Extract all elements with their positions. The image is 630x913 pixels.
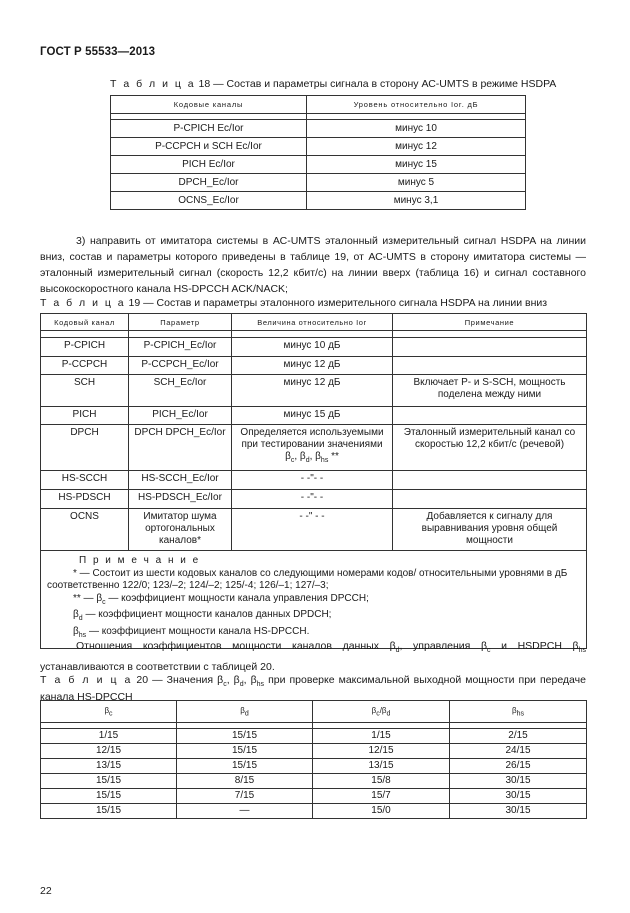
table19-cell: SCH_Ec/Ior (129, 375, 232, 407)
table19-cell: P-CPICH (41, 338, 129, 357)
page-number: 22 (40, 885, 52, 897)
table20-cell: — (177, 804, 313, 819)
table18-cell: минус 3,1 (307, 192, 526, 210)
table19-caption-word: Т а б л и ц а (40, 297, 126, 309)
beta-hs-symbol: $\beta_{hs}$ (315, 451, 329, 464)
table19-cell: Добавляется к сигналу для выравнивания уровня общей мощности (393, 509, 587, 551)
table19-cell: SCH (41, 375, 129, 407)
table19-cell: минус 10 дБ (232, 338, 393, 357)
table19-dpch-value-text: Определяется используемыми при тестировании значениями (240, 427, 384, 450)
table-row (41, 338, 587, 357)
table19-cell: P-CCPCH (41, 357, 129, 375)
table20-header-bhs: $\beta_{hs}$ (450, 701, 587, 723)
table19-note-row (41, 551, 587, 649)
table18-cell: P-CCPCH и SCH Ec/Ior (111, 138, 307, 156)
table19-cell: P-CCPCH_Ec/Ior (129, 357, 232, 375)
table20-cell: 30/15 (450, 804, 587, 819)
table19-cell: HS-SCCH (41, 471, 129, 490)
table19-cell (393, 338, 587, 357)
table20-cell: 15/0 (313, 804, 450, 819)
para2-text-d: устанавливаются в соответствии с таблицей 20. (40, 661, 275, 674)
table19-header-channel: Кодовый канал (41, 314, 129, 331)
table-row (41, 509, 587, 551)
table20-caption-word: Т а б л и ц а (40, 674, 133, 686)
table19-cell: - -" - - (232, 509, 393, 551)
table-row (41, 729, 587, 744)
paragraph-step-3: 3) направить от имитатора системы в АС-UMTS эталонный измерительный сигнал HSDPA на линии вниз, состав и параметры которого приведены в таблице 19, от АС-UMTS в сторону имитатора системы — эталонный измерительный сигнал (скорость 12,2 кбит/с) на линии вверх (таблица 16) и сигнал составного высокоскоростного канала HS-DPCCH ACK/NACK; (40, 235, 586, 295)
table18-cell: минус 15 (307, 156, 526, 174)
table20-cell: 15/15 (41, 774, 177, 789)
table20-caption-a: 20 — Значения (136, 674, 214, 686)
table20-cell: 1/15 (313, 729, 450, 744)
note-beta-hs: $\beta_{hs}$ — коэффициент мощности канала HS-DPCCH. (73, 625, 310, 639)
table-row (41, 744, 587, 759)
paragraph-coefficients: Отношения коэффициентов мощности каналов данных $\beta_d$, управления $\beta_c$ и HSDPCH $\beta_{hs}$ устанавливаются в соответствии с таблицей 20. (40, 640, 586, 674)
para2-text-b: , управления (399, 640, 471, 652)
table19-cell: DPCH (41, 425, 129, 471)
table-row (41, 774, 587, 789)
table19-cell: - -"- - (232, 490, 393, 509)
note-title: П р и м е ч а н и е (79, 555, 201, 566)
table19-cell: DPCH DPCH_Ec/Ior (129, 425, 232, 471)
table18-cell: минус 12 (307, 138, 526, 156)
table20-header-bc: $\beta_c$ (41, 701, 177, 723)
table20-caption-b: при проверке максимальной выходной мощности при передаче канала HS-DPCCH (40, 674, 586, 704)
table20-cell: 15/8 (313, 774, 450, 789)
table20-cell: 30/15 (450, 774, 587, 789)
table20-header-bc-bd: $\beta_c/\beta_d$ (313, 701, 450, 723)
table18-caption (110, 78, 556, 90)
table19-note (41, 551, 587, 649)
table20-cell: 7/15 (177, 789, 313, 804)
table19-cell: OCNS (41, 509, 129, 551)
table20 (40, 700, 587, 819)
table19-cell: HS-SCCH_Ec/Ior (129, 471, 232, 490)
note-star: * — Состоит из шести кодовых каналов со следующими номерами кодов/ относительными уровнями в дБ соответственно 122/0; 123/–2; 124/–2; 125/-4; 126/–1; 127/–3; (47, 567, 568, 591)
table-row (111, 174, 526, 192)
table-row (41, 804, 587, 819)
table19-cell (393, 357, 587, 375)
double-asterisk: ** (331, 451, 339, 462)
table-row (41, 357, 587, 375)
note-bd-text: — коэффициент мощности каналов данных DPDCH; (85, 609, 332, 620)
table20-cell: 8/15 (177, 774, 313, 789)
table20-cell: 26/15 (450, 759, 587, 774)
table18-header-channels: Кодовые каналы (111, 96, 307, 114)
table-row (41, 471, 587, 490)
table20-cell: 15/15 (177, 729, 313, 744)
table19-caption-text: 19 — Состав и параметры эталонного измерительного сигнала HSDPA на линии вниз (128, 297, 548, 309)
table19-caption (40, 297, 600, 309)
table-row (41, 375, 587, 407)
table19-cell: HS-PDSCH_Ec/Ior (129, 490, 232, 509)
document-header: ГОСТ Р 55533—2013 (40, 46, 156, 58)
table18-cell: OCNS_Ec/Ior (111, 192, 307, 210)
table18-header-level: Уровень относительно Ior. дБ (307, 96, 526, 114)
table18-cell: P-CPICH Ec/Ior (111, 120, 307, 138)
table19-cell: P-CPICH_Ec/Ior (129, 338, 232, 357)
table20-cell: 12/15 (313, 744, 450, 759)
table19-cell: Имитатор шума ортогональных каналов* (129, 509, 232, 551)
table20-header-bd: $\beta_d$ (177, 701, 313, 723)
table19-cell: минус 15 дБ (232, 407, 393, 425)
para2-text-a: Отношения коэффициентов мощности каналов данных (76, 640, 379, 652)
note-bhs-text: — коэффициент мощности канала HS-DPCCH. (88, 625, 310, 637)
table20-cell: 15/15 (177, 744, 313, 759)
table18-cell: минус 10 (307, 120, 526, 138)
beta-d-symbol: $\beta_d$ (299, 451, 310, 464)
note-beta-c: ** — $\beta_c$ — коэффициент мощности канала управления DPCCH; (73, 592, 369, 606)
table18 (110, 95, 526, 210)
table-row (111, 192, 526, 210)
table20-caption: Т а б л и ц а 20 — Значения $\beta_c$, $\beta_d$, $\beta_{hs}$ при проверке максимальной выходной мощности при передаче канала HS-DPCCH (40, 674, 586, 704)
table-row (41, 490, 587, 509)
table19-header-value: Величина относительно Ior (232, 314, 393, 331)
table19-cell: Включает P- и S-SCH, мощность поделена между ними (393, 375, 587, 407)
table18-caption-text: 18 — Состав и параметры сигнала в сторону АС-UMTS в режиме HSDPA (198, 78, 557, 90)
table19-cell: Эталонный измерительный канал со скоростью 12,2 кбит/с (речевой) (393, 425, 587, 471)
table-row (41, 789, 587, 804)
table20-cell: 30/15 (450, 789, 587, 804)
table20-cell: 13/15 (41, 759, 177, 774)
table19-cell: - -"- - (232, 471, 393, 490)
table-row (41, 425, 587, 471)
note-bc-prefix: ** — (73, 592, 94, 604)
table18-cell: PICH Ec/Ior (111, 156, 307, 174)
table20-cell: 24/15 (450, 744, 587, 759)
beta-c-symbol: $\beta_c$ (285, 451, 295, 464)
note-beta-d: $\beta_d$ — коэффициент мощности каналов данных DPDCH; (73, 609, 332, 622)
table19 (40, 313, 587, 649)
table19-cell (393, 407, 587, 425)
table20-cell: 13/15 (313, 759, 450, 774)
note-bc-text: — коэффициент мощности канала управления DPCCH; (108, 592, 369, 604)
table19-cell: Определяется используемыми при тестировании значениями $\beta_c$, $\beta_d$, $\beta_{hs}$ ** (232, 425, 393, 471)
table-row (41, 407, 587, 425)
table18-caption-word: Т а б л и ц а (110, 78, 196, 90)
table19-cell: минус 12 дБ (232, 357, 393, 375)
table-row (111, 138, 526, 156)
table20-cell: 1/15 (41, 729, 177, 744)
table19-cell: минус 12 дБ (232, 375, 393, 407)
table18-cell: DPCH_Ec/Ior (111, 174, 307, 192)
table19-header-parameter: Параметр (129, 314, 232, 331)
table-row (41, 759, 587, 774)
table18-cell: минус 5 (307, 174, 526, 192)
table20-cell: 12/15 (41, 744, 177, 759)
table19-cell (393, 490, 587, 509)
table20-cell: 15/15 (41, 804, 177, 819)
para2-text-c: и HSDPCH (501, 640, 562, 652)
table-row (111, 120, 526, 138)
table-row (111, 156, 526, 174)
table20-cell: 2/15 (450, 729, 587, 744)
table19-cell: PICH_Ec/Ior (129, 407, 232, 425)
table19-cell: PICH (41, 407, 129, 425)
table20-cell: 15/15 (41, 789, 177, 804)
table19-header-note: Примечание (393, 314, 587, 331)
table20-cell: 15/15 (177, 759, 313, 774)
table19-cell: HS-PDSCH (41, 490, 129, 509)
table20-cell: 15/7 (313, 789, 450, 804)
table19-cell (393, 471, 587, 490)
